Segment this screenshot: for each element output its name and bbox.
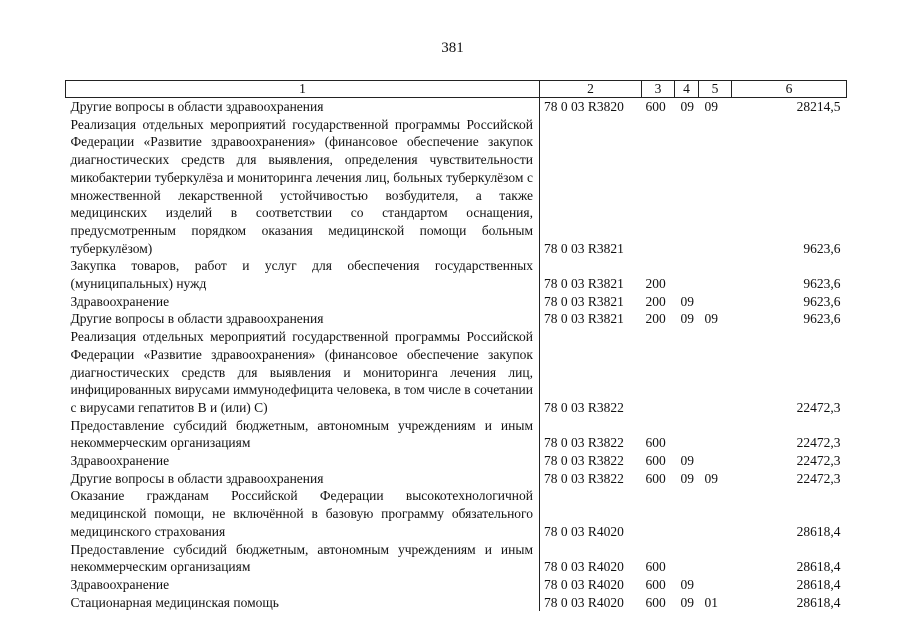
- table-row: [66, 116, 847, 258]
- row-section-cell: 09: [680, 293, 694, 309]
- row-subsection-cell: [699, 487, 732, 540]
- row-name-cell: Реализация отдельных мероприятий государственной программы Российской Федерации «Развитие здравоохранения» (финансовое обеспечение закупок диагностических средств для выявления и мониторинга лечения лиц, инфицированных вирусами иммунодефицита человека, в том числе в сочетании с вирусами гепатитов B и (или) C): [66, 328, 540, 417]
- row-code-cell: 78 0 03 R4020: [544, 576, 624, 592]
- row-expense-type-cell: 200: [645, 276, 666, 292]
- row-code-cell: 78 0 03 R4020: [544, 594, 624, 610]
- row-expense-type-cell: 600: [645, 576, 666, 592]
- table-row: [66, 487, 847, 540]
- row-name-cell: Реализация отдельных мероприятий государственной программы Российской Федерации «Развитие здравоохранения» (финансовое обеспечение закупок диагностических средств для выявления, определения чувствительности микобактерии туберкулёза и мониторинга лечения лиц, больных туберкулёзом с множественной лекарственной устойчивостью возбудителя, а также медицинских изделий в соответствии со стандартом оснащения, предусмотренным порядком оказания медицинской помощи больным туберкулёзом): [66, 116, 540, 258]
- row-name-cell: Закупка товаров, работ и услуг для обеспечения государственных (муниципальных) нужд: [66, 257, 540, 292]
- row-subsection-cell: [699, 116, 732, 258]
- row-subsection-cell: [699, 576, 732, 594]
- row-expense-type-cell: 600: [645, 594, 666, 610]
- row-section-cell: 09: [680, 576, 694, 592]
- table-row: [66, 328, 847, 417]
- table-header-row: [66, 81, 847, 98]
- row-section-cell: 09: [680, 311, 694, 327]
- row-subsection-cell: 01: [704, 594, 718, 610]
- row-code-cell: 78 0 03 R3821: [544, 293, 624, 309]
- row-name-cell: Здравоохранение: [66, 293, 540, 311]
- row-section-cell: [675, 487, 699, 540]
- table-row: [66, 470, 847, 488]
- row-code-cell: 78 0 03 R3822: [544, 470, 624, 486]
- row-section-cell: [675, 328, 699, 417]
- row-code-cell: 78 0 03 R3822: [544, 453, 624, 469]
- row-section-cell: 09: [680, 594, 694, 610]
- row-subsection-cell: [699, 257, 732, 292]
- row-expense-type-cell: 600: [645, 559, 666, 575]
- table-row: [66, 576, 847, 594]
- column-header-5: 5: [699, 81, 732, 98]
- row-section-cell: 09: [680, 470, 694, 486]
- table-row: [66, 310, 847, 328]
- row-name-cell: Другие вопросы в области здравоохранения: [66, 310, 540, 328]
- row-expense-type-cell: 600: [645, 470, 666, 486]
- row-amount-cell: 9623,6: [803, 293, 841, 309]
- row-amount-cell: 22472,3: [796, 399, 841, 415]
- row-code-cell: 78 0 03 R4020: [544, 559, 624, 575]
- row-subsection-cell: [699, 541, 732, 576]
- row-expense-type-cell: 600: [645, 435, 666, 451]
- row-section-cell: [675, 417, 699, 452]
- row-section-cell: 09: [680, 453, 694, 469]
- row-expense-type-cell: 600: [645, 99, 666, 114]
- table-row: [66, 452, 847, 470]
- row-name-cell: Другие вопросы в области здравоохранения: [66, 98, 540, 116]
- column-header-6: 6: [732, 81, 847, 98]
- row-subsection-cell: 09: [704, 311, 718, 327]
- row-amount-cell: 9623,6: [803, 240, 841, 256]
- column-header-2: 2: [540, 81, 642, 98]
- row-amount-cell: 22472,3: [796, 470, 841, 486]
- row-subsection-cell: [699, 417, 732, 452]
- row-expense-type-cell: [642, 116, 675, 258]
- row-name-cell: Предоставление субсидий бюджетным, автономным учреждениям и иным некоммерческим организациям: [66, 417, 540, 452]
- row-section-cell: [675, 257, 699, 292]
- row-expense-type-cell: [642, 487, 675, 540]
- row-subsection-cell: 09: [704, 470, 718, 486]
- row-amount-cell: 9623,6: [803, 311, 841, 327]
- row-amount-cell: 28618,4: [796, 576, 841, 592]
- row-section-cell: 09: [680, 99, 694, 114]
- row-subsection-cell: [699, 452, 732, 470]
- row-code-cell: 78 0 03 R3822: [544, 399, 624, 415]
- row-subsection-cell: [699, 328, 732, 417]
- row-name-cell: Оказание гражданам Российской Федерации высокотехнологичной медицинской помощи, не включённой в базовую программу обязательного медицинского страхования: [66, 487, 540, 540]
- budget-table: [65, 80, 847, 611]
- row-amount-cell: 28214,5: [796, 99, 841, 114]
- row-code-cell: 78 0 03 R3821: [544, 276, 624, 292]
- table-row: [66, 594, 847, 612]
- table-row: [66, 98, 847, 116]
- row-name-cell: Стационарная медицинская помощь: [66, 594, 540, 612]
- row-subsection-cell: 09: [704, 99, 718, 114]
- row-amount-cell: 22472,3: [796, 453, 841, 469]
- row-name-cell: Предоставление субсидий бюджетным, автономным учреждениям и иным некоммерческим организациям: [66, 541, 540, 576]
- row-section-cell: [675, 116, 699, 258]
- row-code-cell: 78 0 03 R3820: [544, 99, 624, 114]
- page-number: 381: [441, 40, 464, 56]
- row-name-cell: Здравоохранение: [66, 576, 540, 594]
- column-header-3: 3: [642, 81, 675, 98]
- row-expense-type-cell: [642, 328, 675, 417]
- row-section-cell: [675, 541, 699, 576]
- row-expense-type-cell: 200: [645, 311, 666, 327]
- row-code-cell: 78 0 03 R3821: [544, 311, 624, 327]
- row-code-cell: 78 0 03 R4020: [544, 523, 624, 539]
- row-code-cell: 78 0 03 R3822: [544, 435, 624, 451]
- row-subsection-cell: [699, 293, 732, 311]
- table-body: [66, 98, 847, 612]
- table-row: [66, 417, 847, 452]
- row-name-cell: Здравоохранение: [66, 452, 540, 470]
- table-row: [66, 257, 847, 292]
- row-amount-cell: 28618,4: [796, 559, 841, 575]
- row-name-cell: Другие вопросы в области здравоохранения: [66, 470, 540, 488]
- row-code-cell: 78 0 03 R3821: [544, 240, 624, 256]
- row-amount-cell: 22472,3: [796, 435, 841, 451]
- row-amount-cell: 9623,6: [803, 276, 841, 292]
- row-amount-cell: 28618,4: [796, 594, 841, 610]
- column-header-1: 1: [66, 81, 540, 98]
- table-row: [66, 541, 847, 576]
- row-expense-type-cell: 600: [645, 453, 666, 469]
- row-amount-cell: 28618,4: [796, 523, 841, 539]
- table-row: [66, 293, 847, 311]
- row-expense-type-cell: 200: [645, 293, 666, 309]
- column-header-4: 4: [675, 81, 699, 98]
